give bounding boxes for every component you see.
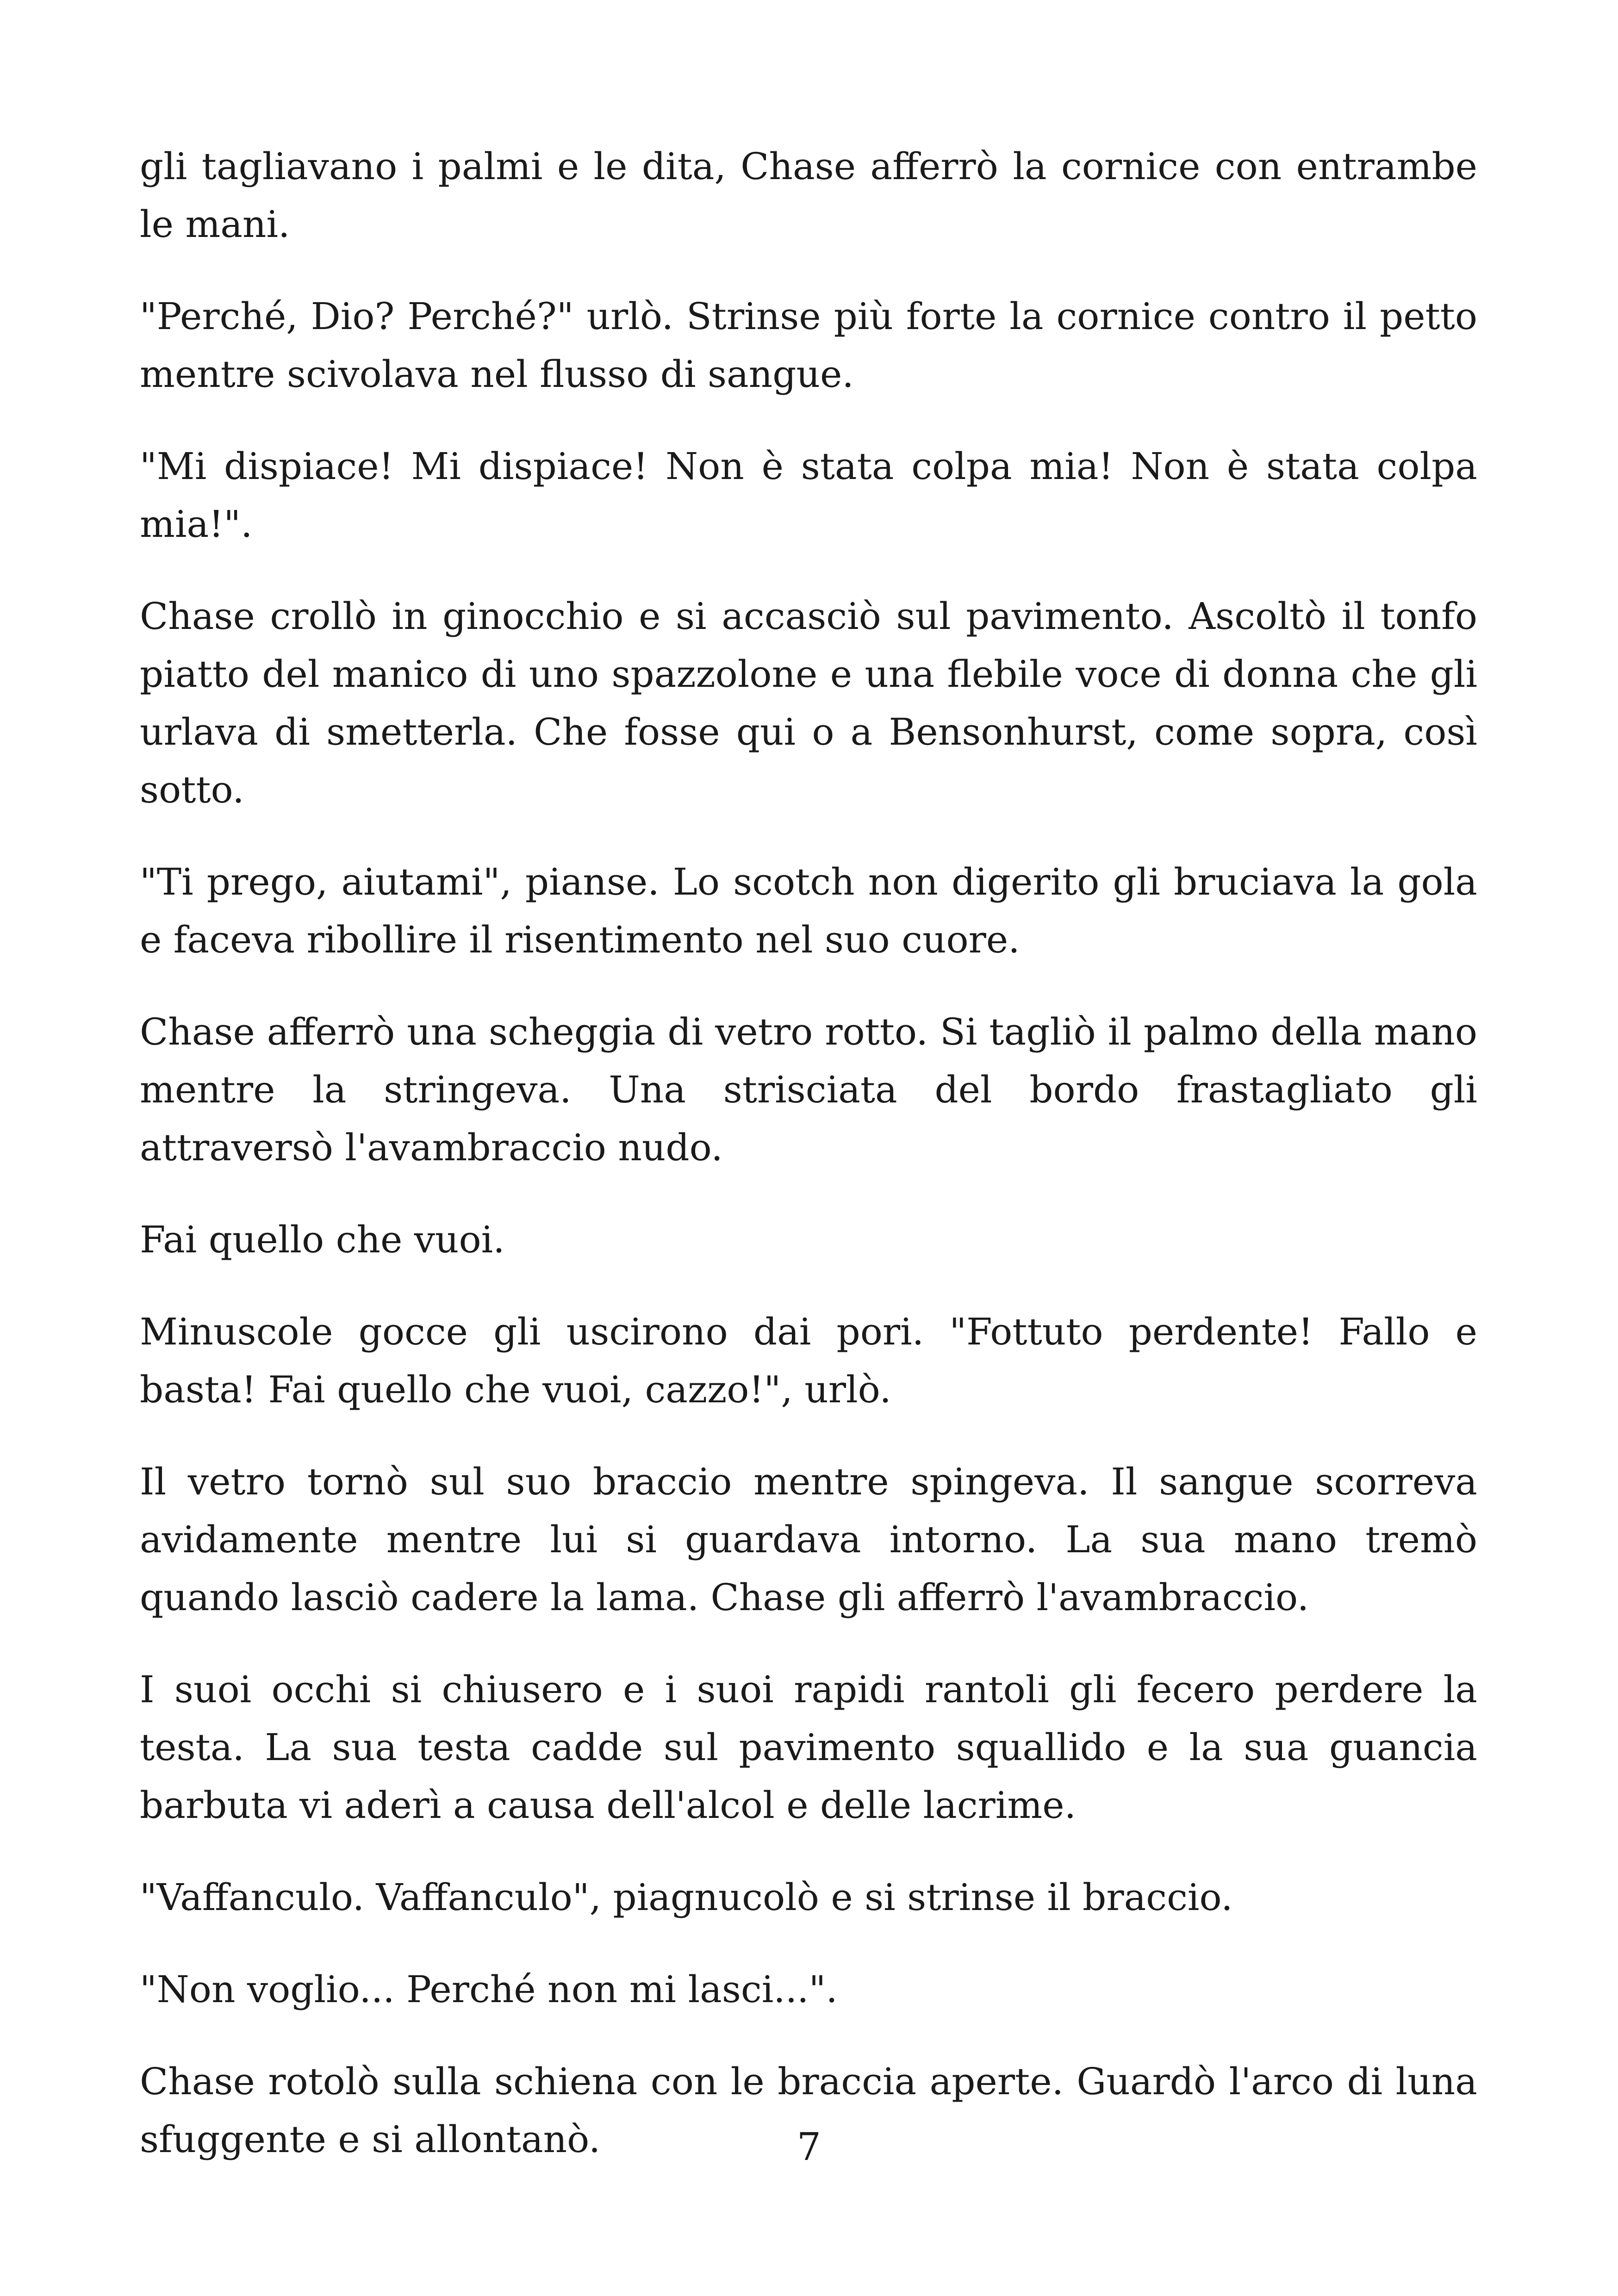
paragraph-11: "Vaffanculo. Vaffanculo", piagnucolò e si strinse il braccio. xyxy=(140,1876,1233,1919)
paragraph-2: "Perché, Dio? Perché?" urlò. Strinse più forte la cornice contro il petto mentre scivolava nel flusso di sangue. xyxy=(140,295,1477,396)
paragraph-8: Minuscole gocce gli uscirono dai pori. "Fottuto perdente! Fallo e basta! Fai quello che vuoi, cazzo!", urlò. xyxy=(140,1310,1477,1411)
paragraph-13: Chase rotolò sulla schiena con le braccia aperte. Guardò l'arco di luna sfuggente e si allontanò. xyxy=(140,2060,1477,2161)
paragraph-7: Fai quello che vuoi. xyxy=(140,1218,505,1261)
paragraph-12: "Non voglio... Perché non mi lasci...". xyxy=(140,1968,838,2011)
page-number: 7 xyxy=(797,2125,821,2169)
paragraph-3: "Mi dispiace! Mi dispiace! Non è stata colpa mia! Non è stata colpa mia!". xyxy=(140,445,1477,546)
paragraph-4: Chase crollò in ginocchio e si accasciò sul pavimento. Ascoltò il tonfo piatto del manico di uno spazzolone e una flebile voce di donna che gli urlava di smetterla. Che fosse qui o a Bensonhurst, come sopra, così sotto. xyxy=(140,595,1477,811)
body-text xyxy=(140,137,1477,2203)
paragraph-10: I suoi occhi si chiusero e i suoi rapidi rantoli gli fecero perdere la testa. La sua testa cadde sul pavimento squallido e la sua guancia barbuta vi aderì a causa dell'alcol e delle lacrime. xyxy=(140,1668,1477,1827)
paragraph-6: Chase afferrò una scheggia di vetro rotto. Si tagliò il palmo della mano mentre la stringeva. Una strisciata del bordo frastagliato gli attraversò l'avambraccio nudo. xyxy=(140,1010,1477,1169)
paragraph-5: "Ti prego, aiutami", pianse. Lo scotch non digerito gli bruciava la gola e faceva ribollire il risentimento nel suo cuore. xyxy=(140,860,1477,961)
paragraph-9: Il vetro tornò sul suo braccio mentre spingeva. Il sangue scorreva avidamente mentre lui si guardava intorno. La sua mano tremò quando lasciò cadere la lama. Chase gli afferrò l'avambraccio. xyxy=(140,1460,1477,1619)
paragraph-1: gli tagliavano i palmi e le dita, Chase afferrò la cornice con entrambe le mani. xyxy=(140,145,1477,246)
